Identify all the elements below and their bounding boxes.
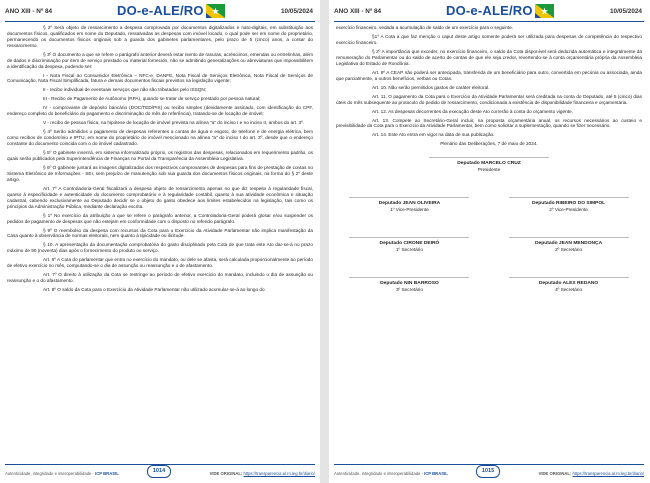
footer-original — [210, 471, 315, 476]
signature-line — [509, 197, 629, 198]
signatory-name: Deputado MARCELO CRUZ — [457, 161, 521, 167]
paragraph: IV - comprovante de depósito bancário (DOC/TED/PIX) ou recibo simples (devidamente assinado, com identificação do CPF, endereço completo do beneficiário do pagamento e discriminação do mês de referência), tratando-se de locação de imóvel; — [7, 105, 313, 117]
edition-number: ANO XIII - Nº 84 — [334, 8, 382, 15]
paragraph: § 1º No exercício da atribuição a que se refere o parágrafo anterior, a Controladoria-Geral poderá glosar e/ou suspender os pedidos de pagamento de despesas que não estejam em conformidade com o disposto no referido parágrafo. — [7, 212, 313, 224]
closing-date: Plenário das Deliberações, 7 de maio de 2024. — [440, 141, 538, 147]
signature — [336, 157, 642, 173]
signature-line — [349, 237, 469, 238]
page-left — [0, 0, 320, 483]
paragraph: Art. 14. Este Ato entra em vigor na data de sua publicação. — [372, 132, 495, 138]
paragraph: V - recibo de pessoa física, na hipótese de locação de imóvel prevista na alínea "a" do inciso I e no inciso II, ambos do art. 3º. — [43, 120, 305, 126]
footer-brand: ICP BRASIL — [95, 471, 119, 476]
signature-row — [336, 197, 642, 213]
paragraph: Art. 11. O pagamento da Cota para o Exercício da Atividade Parlamentar será creditada na conta do Deputado, até 5 (cinco) dias úteis do mês subsequente ao protocolo do pedido de ressarcimento, condicionada a existência de disponibilidade financeira e orçamentária. — [336, 93, 642, 105]
paragraph: Art. 7º A Controladoria-Geral fiscalizará a despesa objeto de ressarcimento apenas no que diz respeito à regularidade fiscal, quanto à especificidade e autenticidade do documento comprobatório e à regularidade contábil, quanto à sua atividade econômica e situação cadastral, cabendo exclusivamente ao Deputado decidir se o objeto do gasto obedece aos limites estabelecidos na legislação, tais como os princípios da Administração Pública, mediante declaração escrita. — [7, 185, 313, 209]
page-header — [5, 2, 315, 20]
signature-line — [349, 277, 469, 278]
page-header — [334, 2, 644, 20]
issue-date: 10/05/2024 — [610, 8, 642, 15]
edition-number: ANO XIII - Nº 84 — [5, 8, 53, 15]
signatory-name: Deputado CIRONE DEIRÓ — [379, 241, 440, 247]
page-footer — [5, 464, 315, 481]
paragraph: § 2º A importância que exceder, no exercício financeiro, o saldo da Cota disponível será deduzida automática e integralmente da remuneração do Parlamentar ou do saldo de acerto de contas de que ele seja credor, revertendo-se à conta orçamentária própria da Assembleia Legislativa do Estado de Rondônia. — [336, 48, 642, 66]
signatory-name: Deputado JEAN OLIVEIRA — [378, 201, 441, 207]
paragraph: Art. 10. Não serão permitidos gastos de caráter eleitoral. — [372, 84, 490, 90]
paragraph: Art. 6º A Cota do parlamentar que entra no exercício do mandato, ou dele se afasta, será calculada proporcionalmente ao período de efetivo exercício no mês, computando-se o dia de assunção ou reassunção e o de afastamento. — [7, 257, 313, 269]
header-divider — [334, 21, 644, 22]
signature — [495, 237, 642, 253]
page-gutter — [320, 0, 329, 483]
gazette-logo: DO-e-ALE/RO — [117, 3, 204, 18]
footer-authenticity — [334, 471, 448, 476]
paragraph: Art. 8º O saldo da Cota para o Exercício da Atividade Parlamentar não utilizado acumular-se-á ao longo do — [43, 287, 265, 293]
page-body — [336, 25, 642, 463]
signatory-name: Deputado ALEX REDANO — [538, 281, 599, 287]
paragraph: III - Recibo de Pagamento de Autônomo (RPA), quando se tratar de serviço prestado por pessoa natural; — [43, 96, 261, 102]
signature — [495, 277, 642, 293]
signatory-role: 4º Secretário — [555, 287, 583, 293]
paragraph: §1º A Cota a que faz menção o caput deste artigo somente poderá ser utilizada para despesas de competência do respectivo exercício financeiro. — [336, 34, 642, 45]
signatory-name: Deputado RIBEIRO DO SIMPOL — [532, 201, 606, 207]
signature-line — [349, 197, 469, 198]
footer-original-label: VIDE ORIGINAL: — [538, 471, 573, 476]
footer-authenticity-text: Autenticidade, integridade e interoperabilidade - — [334, 471, 425, 476]
signature — [336, 277, 483, 293]
signatory-role: 2º Secretário — [555, 247, 583, 253]
signatory-name: Deputado NIN BARROSO — [380, 281, 439, 287]
paragraph: § 10. A apresentação da documentação comprobatória do gasto disciplinado pela Cota de que trata este Ato dar-se-á no prazo máximo de 90 (noventa) dias após o fornecimento do produto ou serviço. — [7, 242, 313, 254]
signature-row — [336, 277, 642, 293]
paragraph: Art. 7º O direito à utilização da Cota se restringe ao período de efetivo exercício do mandato, incluindo o dia de assunção ou reassunção e o do afastamento. — [7, 272, 313, 284]
header-divider — [5, 21, 315, 22]
signatory-role: 1º Vice-Presidente — [390, 207, 429, 213]
paragraph: § 3º O documento a que se refere o parágrafo anterior deverá estar isento de rasuras, acréscimos, emendas ou entrelinhas, além de dados e discriminação por item de serviço prestado ou material fornecido, não se admitindo generalizações ou abreviaturas que impossibilitem a identificação da despesa, podendo ser: — [7, 51, 313, 69]
paragraph: Art. 12. As despesas decorrentes da execução deste Ato correrão à conta do orçamento vigente. — [372, 108, 573, 114]
rondonia-flag-icon — [535, 4, 554, 18]
paragraph: Art. 13. Compete ao Secretário-Geral incluir, na proposta orçamentária anual, os recursos necessários ao custeio e previsibilidade da Cota para o Exercício da Atividade Parlamentar, bem como solicitar a suplementação, quando se fizer necessário. — [336, 117, 642, 129]
signature-line — [509, 277, 629, 278]
footer-brand: ICP BRASIL — [424, 471, 448, 476]
transparency-link[interactable]: https://transparencia.al.ro.leg.br/diario/ — [572, 471, 644, 476]
page-number: 1014 — [147, 465, 171, 478]
signature-block — [336, 157, 642, 293]
page-right — [329, 0, 649, 483]
signatory-role: 2º Vice-Presidente — [549, 207, 588, 213]
signature — [336, 237, 483, 253]
footer-authenticity — [5, 471, 119, 476]
issue-date: 10/05/2024 — [281, 8, 313, 15]
signature — [336, 197, 483, 213]
paragraph: § 4º Serão admitidos o pagamento de despesas referentes a contas de água e esgoto, de telefone e de energia elétrica, bem como recibos de condomínio e IPTU, em nome do proprietário do imóvel mencionado na alínea "a" do inciso I do art. 3º, desde que o endereço constante do documento coincida com o do imóvel cadastrado. — [7, 129, 313, 147]
paragraph: § 2º Será objeto de ressarcimento a despesa comprovada por documentos digitalizados e nato-digitais, em substituição aos documentos físicos, qualificados em nome do Deputado, ressalvadas as despesas com imóvel locado, o qual pode ser em nome do proprietário, permanecendo os documentos físicos originais sob a guarda dos gabinetes parlamentares, pelo prazo de 5 (cinco) anos, a contar do ressarcimento. — [7, 25, 313, 48]
paragraph: Art. 9º A CEAP não poderá ser antecipada, transferida de um beneficiário para outro, convertida em pecúnia ou associada, ainda que parcialmente, a outros benefícios, verbas ou Cotas. — [336, 69, 642, 81]
gazette-logo: DO-e-ALE/RO — [446, 3, 533, 18]
footer-original — [539, 471, 644, 476]
transparency-link[interactable]: https://transparencia.al.ro.leg.br/diario/ — [243, 471, 315, 476]
signature-line — [429, 157, 549, 158]
paragraph: II - recibo individual de eventuais serviços que não são tributados pelo ISSQN; — [43, 87, 207, 93]
rondonia-flag-icon — [206, 4, 225, 18]
page-body — [7, 25, 313, 463]
paragraph: I - Nota Fiscal ao Consumidor Eletrônica – NFC-e, DANFE, Nota Fiscal de Serviços Eletrônica, Nota Fiscal de Serviços de Comunicação, Nota Fiscal Simplificada, fatura e demais documentos fiscais previstos na legislação vigente; — [7, 72, 313, 84]
signature-row — [336, 237, 642, 253]
paragraph: § 9º O reembolso da despesa com recursos da Cota para o Exercício da Atividade Parlamentar não implica manifestação da Casa quanto à observância de normas eleitorais, nem quanto à tipicidade ou ilicitude. — [7, 227, 313, 239]
signatory-role: 1º Secretário — [395, 247, 423, 253]
paragraph: § 5º O gabinete inserirá, em sistema informatizado próprio, os registros das despesas, relacionados em requerimento padrão, os quais serão publicados pela Superintendência de Finanças no Portal da Transparência da Assembleia Legislativa. — [7, 150, 313, 162]
footer-original-label: VIDE ORIGINAL: — [209, 471, 244, 476]
paragraph: exercício financeiro, vedada a acumulação de saldo de um exercício para o seguinte. — [336, 25, 514, 30]
signatory-name: Deputado JEAN MENDONÇA — [535, 241, 603, 247]
signatory-role: Presidente — [477, 167, 501, 173]
signature-line — [509, 237, 629, 238]
signatory-role: 3º Secretário — [395, 287, 423, 293]
page-footer — [334, 464, 644, 481]
page-number: 1015 — [476, 465, 500, 478]
paragraph: § 6º O gabinete juntará as imagens digitalizadas dos respectivos comprovantes de despesas para fins de prestação de contas no Sistema Eletrônico de Informações - SEI, sem prejuízo de manutenção sob sua guarda dos documentos físicos originais, na forma do § 2º deste artigo. — [7, 165, 313, 182]
footer-authenticity-text: Autenticidade, integridade e interoperabilidade - — [5, 471, 96, 476]
signature — [495, 197, 642, 213]
